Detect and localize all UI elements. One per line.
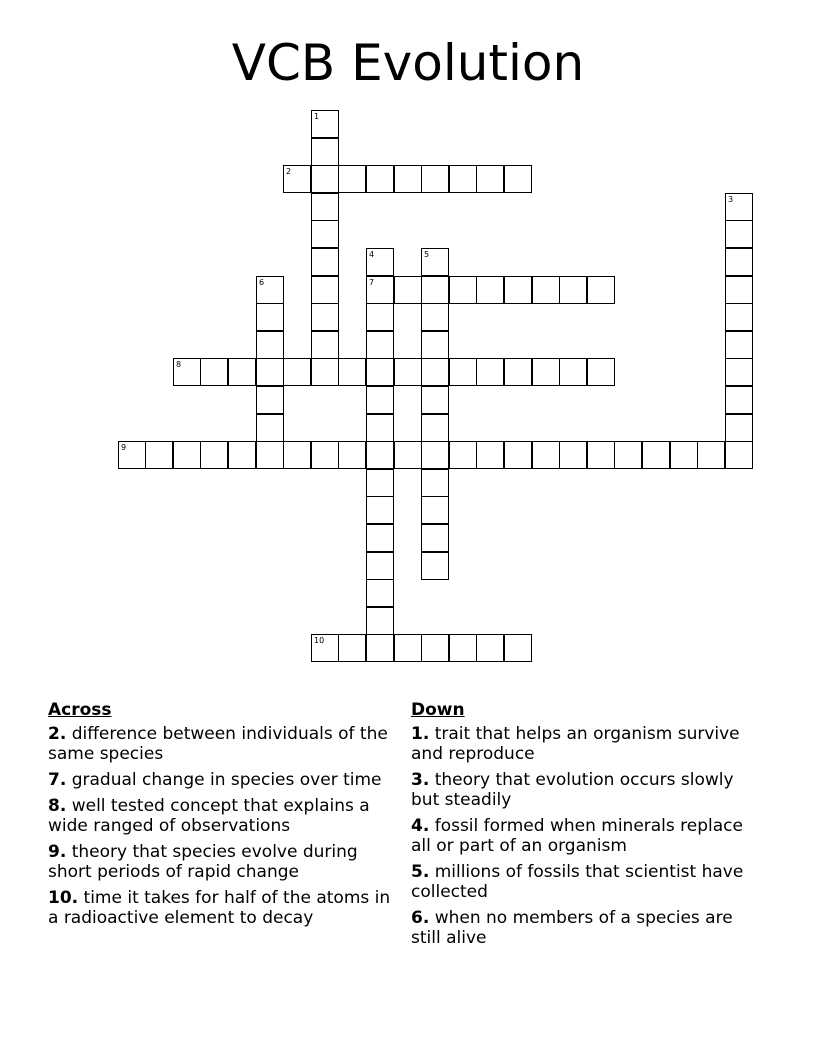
grid-cell[interactable] — [559, 358, 587, 386]
grid-cell[interactable] — [366, 552, 394, 580]
clue-text: fossil formed when minerals replace all or part of an organism — [411, 816, 743, 856]
clue-number: 5. — [411, 862, 430, 882]
grid-cell[interactable] — [366, 386, 394, 414]
grid-cell[interactable] — [311, 193, 339, 221]
grid-cell[interactable] — [366, 303, 394, 331]
grid-cell[interactable] — [421, 386, 449, 414]
grid-cell[interactable] — [697, 441, 725, 469]
grid-cell[interactable] — [449, 441, 477, 469]
grid-cell[interactable] — [725, 248, 753, 276]
grid-cell[interactable] — [311, 276, 339, 304]
grid-cell[interactable] — [338, 358, 366, 386]
grid-cell[interactable] — [725, 441, 753, 469]
grid-cell[interactable] — [421, 496, 449, 524]
grid-cell[interactable] — [476, 441, 504, 469]
grid-cell[interactable] — [118, 441, 146, 469]
clue-number-label: 6 — [259, 278, 265, 287]
grid-cell[interactable] — [587, 358, 615, 386]
clue-number: 4. — [411, 816, 430, 836]
clue-number-label: 3 — [728, 195, 734, 204]
grid-cell[interactable] — [504, 634, 532, 662]
clue-text: when no members of a species are still alive — [411, 908, 733, 948]
grid-cell[interactable] — [173, 441, 201, 469]
grid-cell[interactable] — [421, 552, 449, 580]
grid-cell[interactable] — [311, 165, 339, 193]
grid-cell[interactable] — [421, 358, 449, 386]
grid-cell[interactable] — [366, 607, 394, 635]
clue-number: 3. — [411, 770, 430, 790]
across-clues — [48, 700, 398, 934]
grid-cell[interactable] — [725, 331, 753, 359]
grid-cell[interactable] — [256, 386, 284, 414]
across-clue — [48, 888, 398, 928]
grid-cell[interactable] — [311, 110, 339, 138]
grid-cell[interactable] — [421, 441, 449, 469]
grid-cell[interactable] — [642, 441, 670, 469]
grid-cell[interactable] — [421, 524, 449, 552]
grid-cell[interactable] — [228, 358, 256, 386]
grid-cell[interactable] — [366, 414, 394, 442]
clue-number-label: 8 — [176, 360, 182, 369]
grid-cell[interactable] — [366, 165, 394, 193]
grid-cell[interactable] — [476, 276, 504, 304]
clue-number-label: 2 — [286, 167, 292, 176]
grid-cell[interactable] — [421, 331, 449, 359]
grid-cell[interactable] — [421, 248, 449, 276]
grid-cell[interactable] — [366, 248, 394, 276]
grid-cell[interactable] — [200, 441, 228, 469]
grid-cell[interactable] — [338, 165, 366, 193]
grid-cell[interactable] — [394, 358, 422, 386]
grid-cell[interactable] — [559, 276, 587, 304]
grid-cell[interactable] — [504, 276, 532, 304]
grid-cell[interactable] — [532, 441, 560, 469]
grid-cell[interactable] — [725, 414, 753, 442]
grid-cell[interactable] — [725, 303, 753, 331]
grid-cell[interactable] — [421, 414, 449, 442]
grid-cell[interactable] — [504, 358, 532, 386]
across-clue — [48, 842, 398, 882]
across-clue — [48, 724, 398, 764]
grid-cell[interactable] — [366, 331, 394, 359]
grid-cell[interactable] — [366, 579, 394, 607]
grid-cell[interactable] — [173, 358, 201, 386]
grid-cell[interactable] — [449, 165, 477, 193]
grid-cell[interactable] — [394, 276, 422, 304]
grid-cell[interactable] — [587, 276, 615, 304]
down-clue — [411, 908, 761, 948]
grid-cell[interactable] — [256, 303, 284, 331]
clue-number: 1. — [411, 724, 430, 744]
grid-cell[interactable] — [283, 165, 311, 193]
grid-cell[interactable] — [366, 496, 394, 524]
clue-number-label: 9 — [121, 443, 127, 452]
grid-cell[interactable] — [256, 441, 284, 469]
grid-cell[interactable] — [394, 634, 422, 662]
grid-cell[interactable] — [256, 414, 284, 442]
grid-cell[interactable] — [311, 138, 339, 166]
down-clue — [411, 724, 761, 764]
down-clues — [411, 700, 761, 954]
clue-number-label: 4 — [369, 250, 375, 259]
clue-number-label: 10 — [314, 636, 325, 645]
clue-text: millions of fossils that scientist have collected — [411, 862, 744, 902]
down-clue — [411, 770, 761, 810]
grid-cell[interactable] — [421, 634, 449, 662]
grid-cell[interactable] — [366, 276, 394, 304]
grid-cell[interactable] — [366, 441, 394, 469]
clue-number: 8. — [48, 796, 67, 816]
clue-number: 6. — [411, 908, 430, 928]
grid-cell[interactable] — [421, 276, 449, 304]
grid-cell[interactable] — [311, 331, 339, 359]
clue-text: difference between individuals of the same species — [48, 724, 388, 764]
grid-cell[interactable] — [559, 441, 587, 469]
clue-text: gradual change in species over time — [71, 770, 382, 790]
clue-number: 10. — [48, 888, 79, 908]
clue-text: time it takes for half of the atoms in a radioactive element to decay — [48, 888, 391, 928]
grid-cell[interactable] — [421, 469, 449, 497]
grid-cell[interactable] — [228, 441, 256, 469]
grid-cell[interactable] — [366, 469, 394, 497]
grid-cell[interactable] — [725, 193, 753, 221]
down-clue — [411, 816, 761, 856]
down-clue — [411, 862, 761, 902]
clue-number-label: 1 — [314, 112, 320, 121]
grid-cell[interactable] — [366, 634, 394, 662]
grid-cell[interactable] — [476, 634, 504, 662]
clue-number: 9. — [48, 842, 67, 862]
grid-cell[interactable] — [532, 358, 560, 386]
clue-text: theory that evolution occurs slowly but steadily — [411, 770, 734, 810]
grid-cell[interactable] — [394, 165, 422, 193]
grid-cell[interactable] — [311, 358, 339, 386]
clue-text: theory that species evolve during short periods of rapid change — [48, 842, 358, 882]
grid-cell[interactable] — [449, 276, 477, 304]
grid-cell[interactable] — [476, 358, 504, 386]
grid-cell[interactable] — [587, 441, 615, 469]
grid-cell[interactable] — [338, 634, 366, 662]
grid-cell[interactable] — [311, 441, 339, 469]
grid-cell[interactable] — [311, 634, 339, 662]
grid-cell[interactable] — [200, 358, 228, 386]
grid-cell[interactable] — [366, 358, 394, 386]
grid-cell[interactable] — [145, 441, 173, 469]
grid-cell[interactable] — [394, 441, 422, 469]
grid-cell[interactable] — [366, 524, 394, 552]
clue-text: well tested concept that explains a wide ranged of observations — [48, 796, 370, 836]
grid-cell[interactable] — [283, 358, 311, 386]
clue-text: trait that helps an organism survive and reproduce — [411, 724, 740, 764]
grid-cell[interactable] — [725, 358, 753, 386]
grid-cell[interactable] — [256, 276, 284, 304]
puzzle-title: VCB Evolution — [231, 34, 585, 92]
clue-number-label: 5 — [424, 250, 430, 259]
grid-cell[interactable] — [311, 220, 339, 248]
clue-number: 7. — [48, 770, 67, 790]
grid-cell[interactable] — [311, 303, 339, 331]
grid-cell[interactable] — [725, 386, 753, 414]
grid-cell[interactable] — [449, 634, 477, 662]
across-clue — [48, 770, 398, 790]
grid-cell[interactable] — [504, 441, 532, 469]
down-heading: Down — [411, 700, 465, 720]
grid-cell[interactable] — [256, 358, 284, 386]
clue-number: 2. — [48, 724, 67, 744]
grid-cell[interactable] — [614, 441, 642, 469]
grid-cell[interactable] — [476, 165, 504, 193]
grid-cell[interactable] — [311, 248, 339, 276]
across-clue — [48, 796, 398, 836]
grid-cell[interactable] — [504, 165, 532, 193]
grid-cell[interactable] — [256, 331, 284, 359]
grid-cell[interactable] — [725, 220, 753, 248]
grid-cell[interactable] — [283, 441, 311, 469]
grid-cell[interactable] — [338, 441, 366, 469]
grid-cell[interactable] — [449, 358, 477, 386]
across-heading: Across — [48, 700, 112, 720]
grid-cell[interactable] — [421, 303, 449, 331]
grid-cell[interactable] — [532, 276, 560, 304]
clue-number-label: 7 — [369, 278, 375, 287]
grid-cell[interactable] — [421, 165, 449, 193]
grid-cell[interactable] — [670, 441, 698, 469]
grid-cell[interactable] — [725, 276, 753, 304]
